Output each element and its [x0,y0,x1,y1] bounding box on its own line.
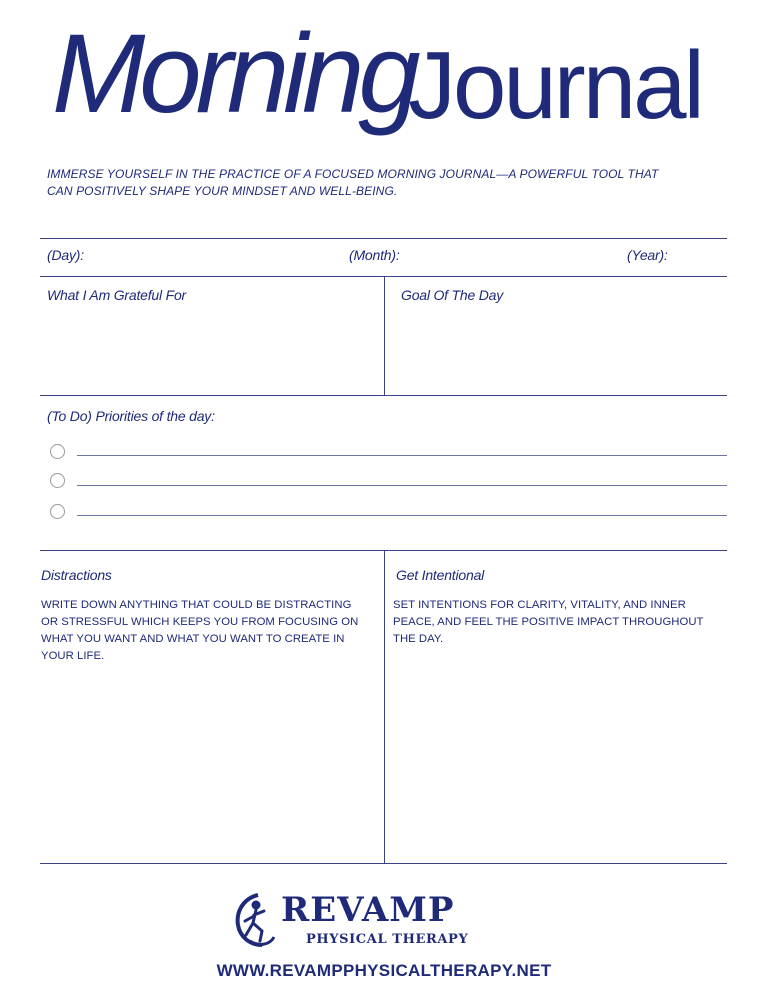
grateful-heading: What I Am Grateful For [47,287,187,303]
goal-write-area[interactable] [386,312,726,394]
figure-in-circle-logo-icon [232,891,278,949]
goal-heading: Goal Of The Day [401,287,504,303]
todo-heading: (To Do) Priorities of the day: [47,408,215,424]
day-field-label[interactable]: (Day): [47,247,84,263]
intentional-write-area[interactable] [386,650,726,860]
todo-checkbox-2[interactable] [50,473,65,488]
grateful-write-area[interactable] [41,312,381,394]
intentional-body: SET INTENTIONS FOR CLARITY, VITALITY, AND INNER PEACE, AND FEEL THE POSITIVE IMPACT THROUGHOUT THE DAY. [393,599,704,645]
todo-checkbox-1[interactable] [50,444,65,459]
divider [40,238,727,239]
distractions-write-area[interactable] [41,670,381,860]
todo-line-3[interactable] [77,515,727,516]
todo-checkbox-3[interactable] [50,504,65,519]
distractions-heading: Distractions [41,567,112,583]
title-journal: Journal [408,32,702,139]
brand-tagline: PHYSICAL THERAPY [306,932,469,947]
title-morning: Morning [52,11,415,136]
divider [40,395,727,396]
brand-name: REVAMP [281,890,455,930]
month-field-label[interactable]: (Month): [349,247,400,263]
divider-vertical [384,276,385,396]
todo-line-1[interactable] [77,455,727,456]
distractions-body: WRITE DOWN ANYTHING THAT COULD BE DISTRACTING OR STRESSFUL WHICH KEEPS YOU FROM FOCUSING ON WHAT YOU WANT AND WHAT YOU WANT TO CREATE IN YOUR LIFE. [41,599,359,662]
year-field-label[interactable]: (Year): [627,247,668,263]
divider [40,863,727,864]
todo-line-2[interactable] [77,485,727,486]
divider-vertical [384,550,385,863]
website-link[interactable]: WWW.REVAMPPHYSICALTHERAPY.NET [216,961,552,980]
intro-text: IMMERSE YOURSELF IN THE PRACTICE OF A FOCUSED MORNING JOURNAL—A POWERFUL TOOL THAT CAN POSITIVELY SHAPE YOUR MINDSET AND WELL-BEING. [47,167,659,198]
intentional-heading: Get Intentional [396,567,485,583]
